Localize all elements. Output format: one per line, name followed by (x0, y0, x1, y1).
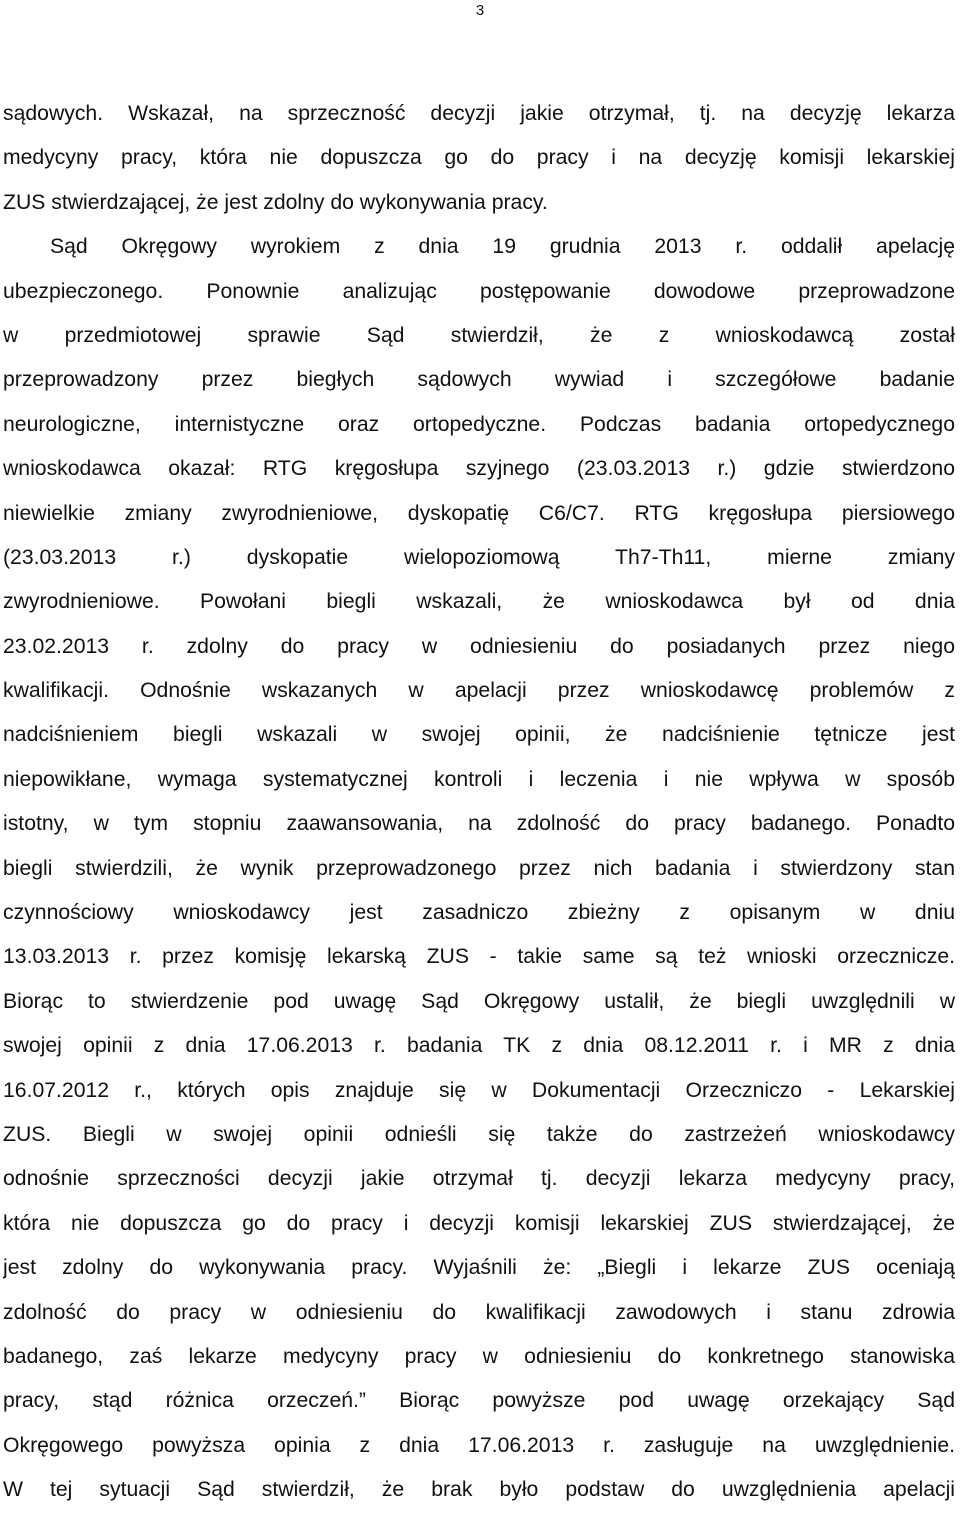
text-line: ubezpieczonego. Ponownie analizując postępowanie dowodowe przeprowadzone (3, 279, 955, 303)
text-line: zdolność do pracy w odniesieniu do kwalifikacji zawodowych i stanu zdrowia (3, 1300, 955, 1324)
text-line: biegli stwierdzili, że wynik przeprowadzonego przez nich badania i stwierdzony stan (3, 856, 955, 880)
text-line: Biorąc to stwierdzenie pod uwagę Sąd Okręgowy ustalił, że biegli uwzględnili w (3, 989, 955, 1013)
text-line: nadciśnieniem biegli wskazali w swojej opinii, że nadciśnienie tętnicze jest (3, 723, 955, 747)
text-line: medycyny pracy, która nie dopuszcza go do pracy i na decyzję komisji lekarskiej (3, 146, 955, 170)
text-line: badanego, zaś lekarze medycyny pracy w odniesieniu do konkretnego stanowiska (3, 1344, 955, 1368)
text-line: niepowikłane, wymaga systematycznej kontroli i leczenia i nie wpływa w sposób (3, 767, 955, 791)
text-line: przeprowadzony przez biegłych sądowych wywiad i szczegółowe badanie (3, 368, 955, 392)
text-line: Sąd Okręgowy wyrokiem z dnia 19 grudnia 2013 r. oddalił apelację (50, 235, 955, 259)
text-line: czynnościowy wnioskodawcy jest zasadniczo zbieżny z opisanym w dniu (3, 901, 955, 925)
page-number: 3 (475, 2, 485, 19)
text-line: Okręgowego powyższa opinia z dnia 17.06.2013 r. zasługuje na uwzględnienie. (3, 1433, 955, 1457)
text-line: ZUS stwierdzającej, że jest zdolny do wykonywania pracy. (3, 190, 548, 214)
text-line: swojej opinii z dnia 17.06.2013 r. badania TK z dnia 08.12.2011 r. i MR z dnia (3, 1034, 955, 1058)
document-body (3, 92, 955, 1513)
text-line: (23.03.2013 r.) dyskopatie wielopoziomową Th7-Th11, mierne zmiany (3, 545, 955, 569)
text-line: kwalifikacji. Odnośnie wskazanych w apelacji przez wnioskodawcę problemów z (3, 679, 955, 703)
text-line: pracy, stąd różnica orzeczeń.” Biorąc powyższe pod uwagę orzekający Sąd (3, 1389, 955, 1413)
text-line: 13.03.2013 r. przez komisję lekarską ZUS - takie same są też wnioski orzecznicze. (3, 945, 955, 969)
text-line: sądowych. Wskazał, na sprzeczność decyzji jakie otrzymał, tj. na decyzję lekarza (3, 102, 955, 125)
text-line: ZUS. Biegli w swojej opinii odnieśli się także do zastrzeżeń wnioskodawcy (3, 1122, 955, 1146)
text-line: odnośnie sprzeczności decyzji jakie otrzymał tj. decyzji lekarza medycyny pracy, (3, 1167, 955, 1191)
text-line: niewielkie zmiany zwyrodnieniowe, dyskopatię C6/C7. RTG kręgosłupa piersiowego (3, 501, 955, 525)
text-line: 16.07.2012 r., których opis znajduje się w Dokumentacji Orzeczniczo - Lekarskiej (3, 1078, 955, 1102)
text-line: zwyrodnieniowe. Powołani biegli wskazali, że wnioskodawca był od dnia (3, 590, 955, 614)
text-line: istotny, w tym stopniu zaawansowania, na zdolność do pracy badanego. Ponadto (3, 812, 955, 836)
text-line: wnioskodawca okazał: RTG kręgosłupa szyjnego (23.03.2013 r.) gdzie stwierdzono (3, 457, 955, 481)
text-line: jest zdolny do wykonywania pracy. Wyjaśnili że: „Biegli i lekarze ZUS oceniają (3, 1256, 955, 1280)
text-line: 23.02.2013 r. zdolny do pracy w odniesieniu do posiadanych przez niego (3, 634, 955, 658)
text-line: która nie dopuszcza go do pracy i decyzji komisji lekarskiej ZUS stwierdzającej, że (3, 1211, 955, 1235)
text-line: W tej sytuacji Sąd stwierdził, że brak było podstaw do uwzględnienia apelacji (3, 1478, 955, 1502)
text-line: w przedmiotowej sprawie Sąd stwierdził, że z wnioskodawcą został (3, 323, 955, 347)
text-line: neurologiczne, internistyczne oraz ortopedyczne. Podczas badania ortopedycznego (3, 412, 955, 436)
